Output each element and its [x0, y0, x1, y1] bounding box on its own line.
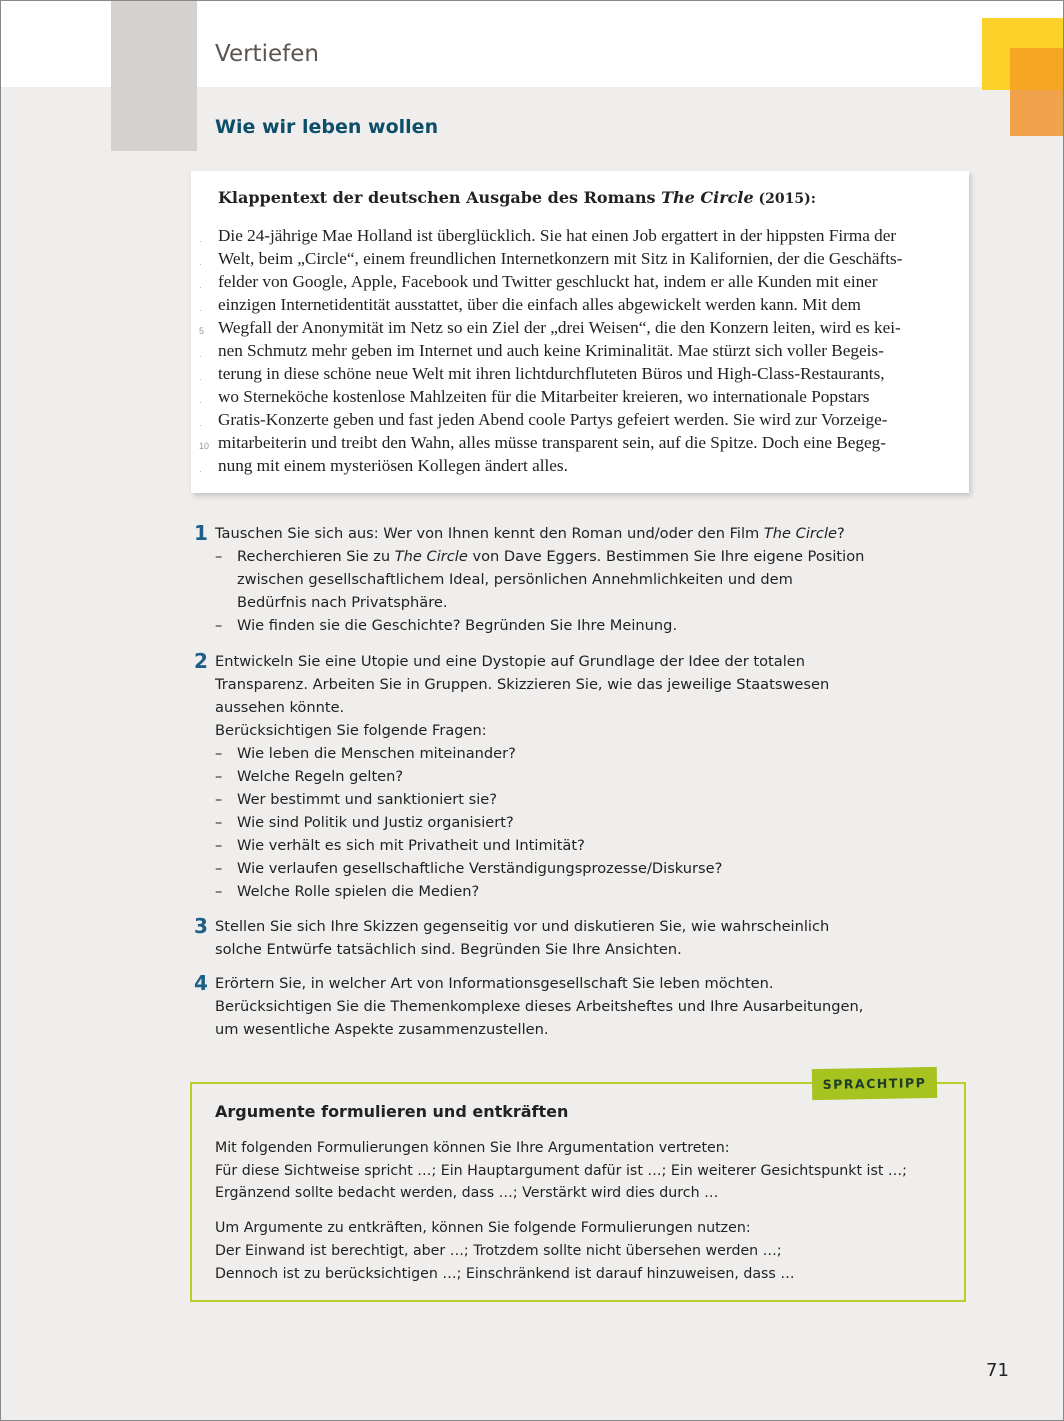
task-bullet — [215, 548, 864, 565]
task-number: 3 — [194, 914, 208, 938]
book-text-line: Die 24-jährige Mae Holland ist überglücklich. Sie hat einen Job ergattert in der hippsten Firma der — [218, 226, 897, 245]
language-tip-heading: Argumente formulieren und entkräften — [215, 1102, 569, 1121]
bullet-dash: – — [215, 745, 223, 762]
task-bullet — [215, 617, 677, 634]
bullet-text: Wie verhält es sich mit Privatheit und Intimität? — [237, 837, 585, 854]
book-blurb-title — [218, 188, 816, 207]
line-number: . — [199, 234, 202, 244]
book-text-line: einzigen Internetidentität ausstattet, über die einfach alles abgewickelt werden kann. Mit dem — [218, 295, 861, 314]
line-number: . — [199, 280, 202, 290]
task-text: Berücksichtigen Sie folgende Fragen: — [215, 722, 487, 739]
bullet-text: Recherchieren Sie zu — [237, 548, 395, 565]
book-title-year: (2015): — [753, 191, 816, 207]
bullet-dash: – — [215, 768, 223, 785]
tip-text-line: Für diese Sichtweise spricht …; Ein Hauptargument dafür ist …; Ein weiterer Gesichtspunkt ist …; — [215, 1163, 907, 1179]
bullet-dash: – — [215, 837, 223, 854]
task-text: Berücksichtigen Sie die Themenkomplexe dieses Arbeitsheftes und Ihre Ausarbeitungen, — [215, 998, 864, 1015]
book-text-line: nen Schmutz mehr geben im Internet und auch keine Kriminalität. Mae stürzt sich voller Begeis- — [218, 341, 884, 360]
book-text-line: Gratis-Konzerte geben und fast jeden Abend coole Partys gefeiert werden. Sie wird zur Vorzeige- — [218, 410, 888, 429]
bullet-dash: – — [215, 548, 223, 565]
task-bullet — [215, 883, 479, 900]
bullet-continuation: zwischen gesellschaftlichem Ideal, persönlichen Annehmlichkeiten und dem — [237, 571, 793, 588]
line-number: . — [199, 372, 202, 382]
task-text: Erörtern Sie, in welcher Art von Informationsgesellschaft Sie leben möchten. — [215, 975, 774, 992]
bullet-dash: – — [215, 860, 223, 877]
bullet-continuation: Bedürfnis nach Privatsphäre. — [237, 594, 448, 611]
task-bullet — [215, 745, 516, 762]
line-number: . — [199, 303, 202, 313]
book-text-line: felder von Google, Apple, Facebook und Twitter geschluckt hat, indem er alle Kunden mit einer — [218, 272, 878, 291]
bullet-text: Welche Regeln gelten? — [237, 768, 404, 785]
task-text-part: Tauschen Sie sich aus: Wer von Ihnen kennt den Roman und/oder den Film — [215, 525, 764, 542]
bullet-dash: – — [215, 617, 223, 634]
task-bullet — [215, 837, 585, 854]
tip-text-line: Der Einwand ist berechtigt, aber …; Trotzdem sollte nicht übersehen werden …; — [215, 1243, 782, 1259]
task-text: um wesentliche Aspekte zusammenzustellen. — [215, 1021, 549, 1038]
task-text-part: ? — [836, 525, 845, 542]
tip-text-line: Um Argumente zu entkräften, können Sie folgende Formulierungen nutzen: — [215, 1220, 751, 1236]
bullet-dash: – — [215, 791, 223, 808]
task-text: Transparenz. Arbeiten Sie in Gruppen. Skizzieren Sie, wie das jeweilige Staatswesen — [215, 676, 830, 693]
book-text-line: wo Sterneköche kostenlose Mahlzeiten für die Mitarbeiter kreieren, wo internationale Popstars — [218, 387, 870, 406]
task-number: 4 — [194, 971, 208, 995]
line-number: 5 — [199, 326, 205, 336]
line-number: 10 — [199, 441, 210, 451]
section-title: Vertiefen — [215, 41, 319, 67]
task-text: aussehen könnte. — [215, 699, 345, 716]
book-text-line: Welt, beim „Circle“, einem freundlichen Internetkonzern mit Sitz in Kalifornien, der die Geschäfts- — [218, 249, 903, 268]
line-number: . — [199, 257, 202, 267]
task-number: 1 — [194, 521, 208, 545]
page-number: 71 — [986, 1360, 1009, 1381]
bullet-dash: – — [215, 883, 223, 900]
tip-text-line: Mit folgenden Formulierungen können Sie Ihre Argumentation vertreten: — [215, 1140, 730, 1156]
task-text: Entwickeln Sie eine Utopie und eine Dystopie auf Grundlage der Idee der totalen — [215, 653, 805, 670]
bullet-text: Wie leben die Menschen miteinander? — [237, 745, 516, 762]
line-number: . — [199, 464, 202, 474]
line-number: . — [199, 349, 202, 359]
book-title-italic: The Circle — [661, 188, 754, 207]
task-bullet — [215, 860, 722, 877]
book-blurb-box — [191, 171, 969, 493]
task-bullet — [215, 768, 403, 785]
bullet-text: Welche Rolle spielen die Medien? — [237, 883, 480, 900]
line-number: . — [199, 418, 202, 428]
task-bullet — [215, 791, 497, 808]
tip-text-line: Dennoch ist zu berücksichtigen …; Einschränkend ist darauf hinzuweisen, dass … — [215, 1266, 795, 1282]
book-text-line: mitarbeiterin und treibt den Wahn, alles müsse transparent sein, auf die Spitze. Doch eine Begeg- — [218, 433, 886, 452]
bullet-dash: – — [215, 814, 223, 831]
task-text-italic: The Circle — [763, 525, 837, 542]
bullet-text-italic: The Circle — [394, 548, 468, 565]
bullet-text: Wie finden sie die Geschichte? Begründen Sie Ihre Meinung. — [237, 617, 678, 634]
book-text-line: nung mit einem mysteriösen Kollegen ändert alles. — [218, 456, 568, 475]
task-bullet — [215, 814, 514, 831]
language-tip-badge: SPRACHTIPP — [812, 1067, 938, 1100]
book-text-line: terung in diese schöne neue Welt mit ihren lichtdurchfluteten Büros und High-Class-Restaurants, — [218, 364, 885, 383]
bullet-text: von Dave Eggers. Bestimmen Sie Ihre eigene Position — [467, 548, 865, 565]
book-title-text: Klappentext der deutschen Ausgabe des Romans — [218, 188, 662, 207]
task-number: 2 — [194, 649, 208, 673]
bullet-text: Wer bestimmt und sanktioniert sie? — [237, 791, 497, 808]
book-text-line: Wegfall der Anonymität im Netz so ein Ziel der „drei Weisen“, die den Konzern leiten, wird es kei- — [218, 318, 901, 337]
tip-text-line: Ergänzend sollte bedacht werden, dass …; Verstärkt wird dies durch … — [215, 1185, 719, 1201]
task-text: Stellen Sie sich Ihre Skizzen gegenseitig vor und diskutieren Sie, wie wahrscheinlich — [215, 918, 830, 935]
page-subtitle: Wie wir leben wollen — [215, 116, 439, 138]
line-number: . — [199, 395, 202, 405]
task-text: solche Entwürfe tatsächlich sind. Begründen Sie Ihre Ansichten. — [215, 941, 682, 958]
bullet-text: Wie sind Politik und Justiz organisiert? — [237, 814, 514, 831]
bullet-text: Wie verlaufen gesellschaftliche Verständigungsprozesse/Diskurse? — [237, 860, 723, 877]
task-text — [215, 525, 845, 542]
